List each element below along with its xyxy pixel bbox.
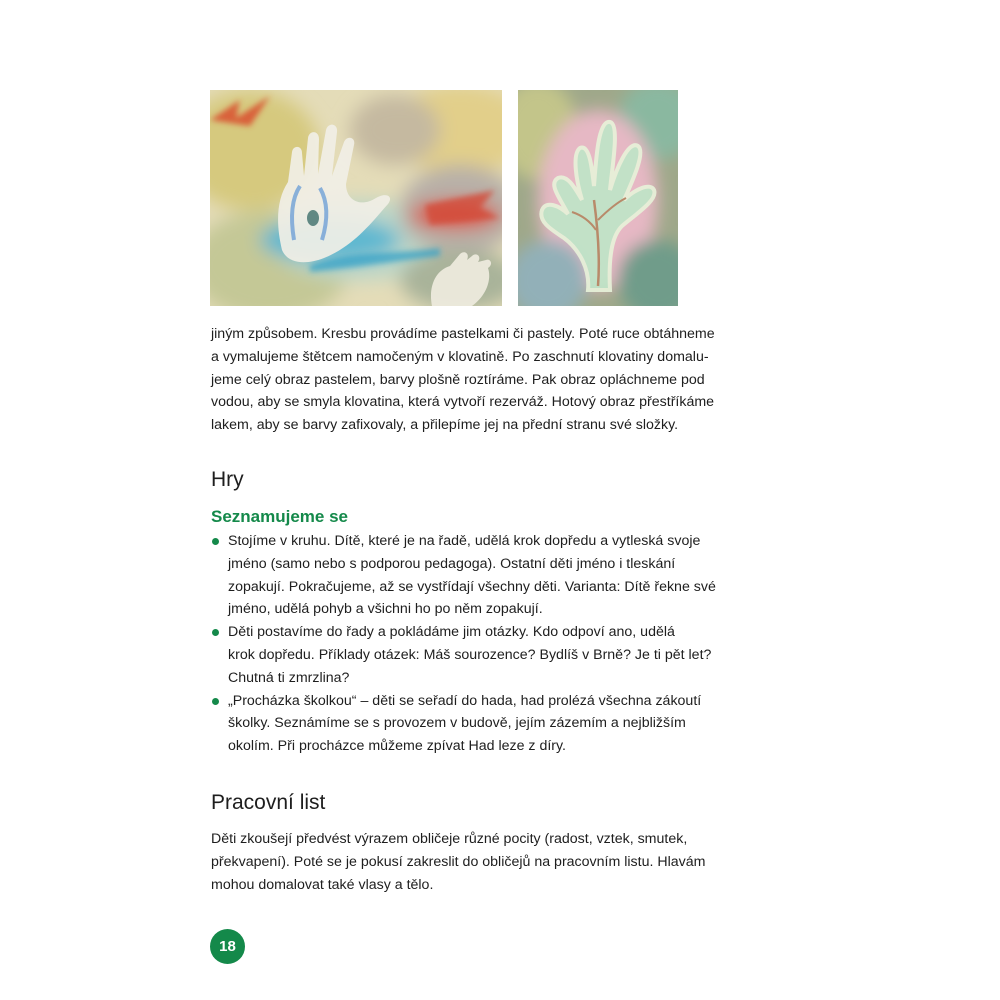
text-line: krok dopředu. Příklady otázek: Máš sourozence? Bydlíš v Brně? Je ti pět let? [228,646,712,663]
page-number-badge: 18 [210,929,245,964]
handprint-artwork-image [210,90,502,306]
worksheet-paragraph [211,828,756,896]
hand-tree-artwork-image [518,90,678,306]
text-line: Děti postavíme do řady a pokládáme jim otázky. Kdo odpoví ano, udělá [228,624,675,641]
text-line: jeme celý obraz pastelem, barvy plošně roztíráme. Pak obraz opláchneme pod [211,371,705,388]
section-heading-pracovni-list: Pracovní list [211,791,326,814]
text-line: vodou, aby se smyla klovatina, která vytvoří rezerváž. Hotový obraz přestříkáme [211,394,715,411]
text-line: Chutná ti zmrzlina? [228,669,350,686]
text-line: jiným způsobem. Kresbu provádíme pastelkami či pastely. Poté ruce obtáhneme [211,326,715,342]
text-line: Stojíme v kruhu. Dítě, které je na řadě, udělá krok dopředu a vytleská svoje [228,533,701,549]
bullet-dot-icon [212,538,219,545]
text-line: jméno (samo nebo s podporou pedagoga). Ostatní děti jméno i tleskání [228,555,676,572]
list-item [211,530,756,621]
text-line: a vymalujeme štětcem namočeným v klovatině. Po zaschnutí klovatiny domalu- [211,348,709,365]
text-line: okolím. Při procházce můžeme zpívat Had leze z díry. [228,738,566,755]
subheading-seznamujeme-se: Seznamujeme se [211,507,349,526]
bullet-dot-icon [212,698,219,705]
text-line: zopakují. Pokračujeme, až se vystřídají všechny děti. Varianta: Dítě řekne své [228,578,716,595]
text-line: jméno, udělá pohyb a všichni ho po něm zopakují. [228,601,543,618]
text-line: lakem, aby se barvy zafixovaly, a přilepíme jej na přední stranu své složky. [211,417,679,434]
bullet-dot-icon [212,629,219,636]
games-list [211,530,756,758]
text-line: Děti zkoušejí předvést výrazem obličeje různé pocity (radost, vztek, smutek, [211,831,688,847]
text-line: mohou domalovat také vlasy a tělo. [211,876,434,893]
section-heading-hry: Hry [211,468,244,491]
text-line: překvapení). Poté se je pokusí zakreslit do obličejů na pracovním listu. Hlavám [211,853,706,870]
intro-paragraph [211,323,756,437]
text-line: školky. Seznámíme se s provozem v budově, jejím zázemím a nejbližším [228,715,686,732]
list-item [211,621,756,689]
text-line: „Procházka školkou“ – děti se seřadí do hada, had prolézá všechna zákoutí [228,692,702,709]
list-item [211,690,756,758]
